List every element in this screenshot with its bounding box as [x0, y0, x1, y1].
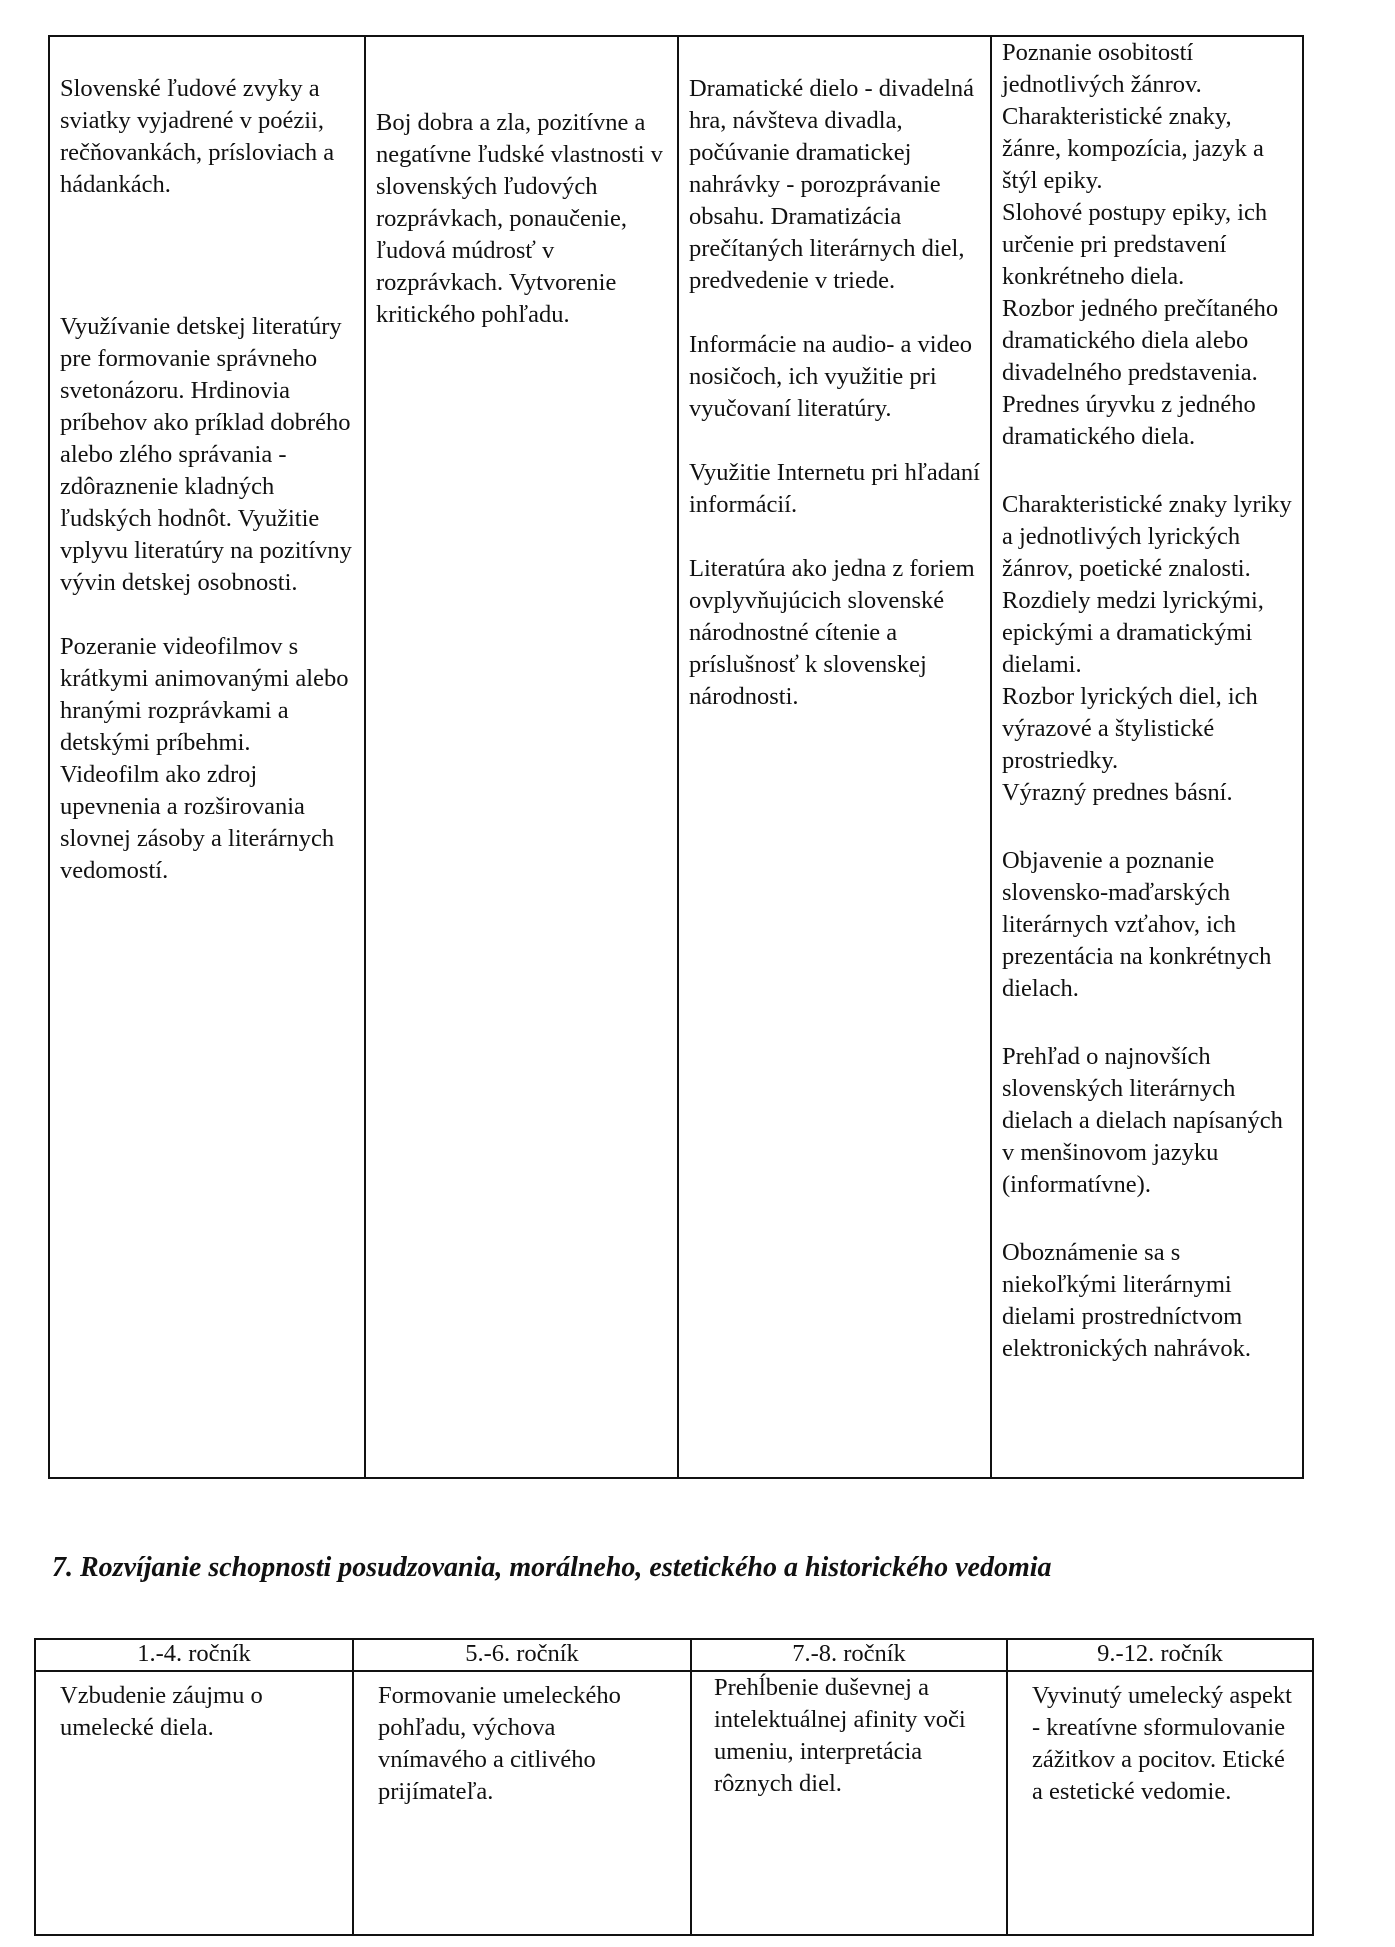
cell-paragraph: Slovenské ľudové zvyky a sviatky vyjadrené v poézii, rečňovankách, prísloviach a hádankách.: [60, 75, 335, 198]
cell-paragraph: Literatúra ako jedna z foriem ovplyvňujúcich slovenské národnostné cítenie a príslušnosť k slovenskej národnosti.: [688, 555, 975, 710]
cell-paragraph: Prednes úryvku z jedného dramatického diela.: [1001, 391, 1256, 450]
cell-paragraph: Boj dobra a zla, pozitívne a negatívne ľudské vlastnosti v slovenských ľudových rozprávkach, ponaučenie, ľudová múdrosť v rozprávkach. Vytvorenie kritického pohľadu.: [375, 109, 663, 328]
table-cell: Prehĺbenie duševnej a intelektuálnej afinity voči umeniu, interpretácia rôznych diel.: [690, 1672, 1006, 1934]
cell-paragraph: Prehľad o najnovších slovenských literárnych dielach a dielach napísaných v menšinovom jazyku (informatívne).: [1001, 1043, 1283, 1198]
table-header-row: [36, 1640, 1312, 1672]
cell-paragraph: Rozbor lyrických diel, ich výrazové a štylistické prostriedky.: [1001, 683, 1258, 774]
cell-paragraph: Využívanie detskej literatúry pre formovanie správneho svetonázoru. Hrdinovia príbehov ako príklad dobrého alebo zlého správania - zdôraznenie kladných ľudských hodnôt. Využitie vplyvu literatúry na pozitívny vývin detskej osobnosti.: [60, 313, 352, 596]
column-header: 9.-12. ročník: [1006, 1640, 1312, 1670]
cell-paragraph: Výrazný prednes básní.: [1001, 779, 1233, 806]
table-cell: Formovanie umeleckého pohľadu, výchova vnímavého a citlivého prijímateľa.: [352, 1672, 690, 1934]
section-heading: 7. Rozvíjanie schopnosti posudzovania, morálneho, estetického a historického vedomia: [52, 1552, 1052, 1583]
cell-paragraph: Dramatické dielo - divadelná hra, návšteva divadla, počúvanie dramatickej nahrávky - porozprávanie obsahu. Dramatizácia prečítaných literárnych diel, predvedenie v triede.: [688, 75, 975, 294]
cell-paragraph: Poznanie osobitostí jednotlivých žánrov.: [1001, 39, 1202, 98]
section7-table: [34, 1638, 1314, 1936]
cell-paragraph: Pozeranie videofilmov s krátkymi animovanými alebo hranými rozprávkami a detskými príbehmi. Videofilm ako zdroj upevnenia a rozširovania slovnej zásoby a literárnych vedomostí.: [60, 633, 349, 884]
table-cell: Vyvinutý umelecký aspekt - kreatívne sformulovanie zážitkov a pocitov. Etické a estetické vedomie.: [1006, 1672, 1312, 1934]
cell-paragraph: Informácie na audio- a video nosičoch, ich využitie pri vyučovaní literatúry.: [688, 331, 972, 422]
column-header: 5.-6. ročník: [352, 1640, 690, 1670]
cell-paragraph: Charakteristické znaky lyriky a jednotlivých lyrických žánrov, poetické znalosti.: [1001, 491, 1292, 582]
cell-paragraph: Charakteristické znaky, žánre, kompozícia, jazyk a štýl epiky.: [1001, 103, 1264, 194]
cell-paragraph: Rozbor jedného prečítaného dramatického diela alebo divadelného predstavenia.: [1001, 295, 1279, 386]
table-cell-col2: [364, 37, 677, 1477]
cell-paragraph: Využitie Internetu pri hľadaní informácií.: [688, 459, 980, 518]
table-cell-col4: [990, 37, 1302, 1477]
table-row: [36, 1672, 1312, 1934]
table-cell-col1: [50, 37, 364, 1477]
table-cell-col3: [677, 37, 990, 1477]
table-cell: Vzbudenie záujmu o umelecké diela.: [60, 1682, 263, 1741]
cell-paragraph: Oboznámenie sa s niekoľkými literárnymi dielami prostredníctvom elektronických nahrávok.: [1001, 1239, 1251, 1362]
curriculum-table-continued: [48, 35, 1304, 1479]
cell-paragraph: Objavenie a poznanie slovensko-maďarských literárnych vzťahov, ich prezentácia na konkrétnych dielach.: [1001, 847, 1272, 1002]
cell-paragraph: Rozdiely medzi lyrickými, epickými a dramatickými dielami.: [1001, 587, 1264, 678]
column-header: 7.-8. ročník: [690, 1640, 1006, 1670]
column-header: 1.-4. ročník: [137, 1640, 251, 1667]
cell-paragraph: Slohové postupy epiky, ich určenie pri predstavení konkrétneho diela.: [1001, 199, 1268, 290]
